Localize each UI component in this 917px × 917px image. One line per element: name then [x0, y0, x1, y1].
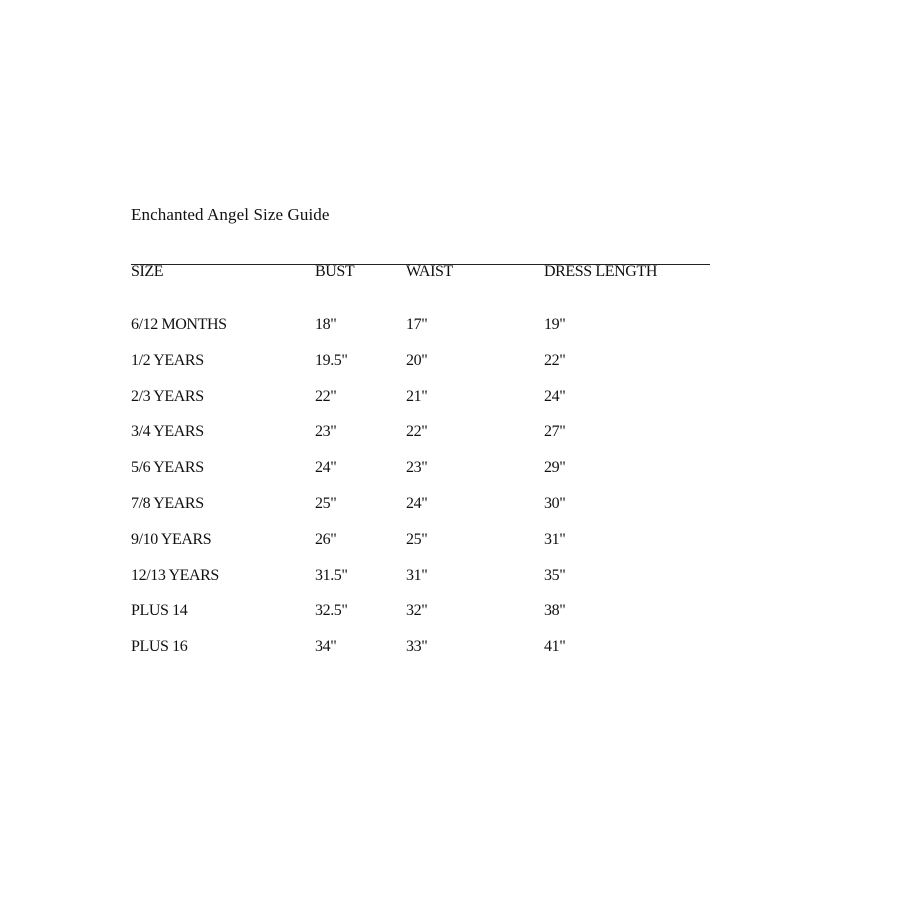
document-title: Enchanted Angel Size Guide [131, 205, 330, 224]
length-cell: 24" [544, 387, 566, 405]
waist-cell: 17" [406, 316, 428, 333]
bust-cell: 22" [315, 387, 337, 405]
bust-cell: 24" [315, 459, 337, 477]
length-cell: 41" [544, 638, 566, 656]
waist-cell: 31" [406, 566, 428, 584]
waist-cell: 32" [406, 602, 428, 620]
table-row [0, 316, 917, 352]
table-row [0, 531, 917, 567]
size-cell: 9/10 YEARS [131, 530, 212, 548]
waist-cell: 25" [406, 530, 428, 548]
waist-cell: 22" [406, 423, 428, 441]
waist-cell: 33" [406, 638, 428, 656]
length-cell: 29" [544, 459, 566, 477]
bust-cell: 26" [315, 530, 337, 548]
size-cell: 3/4 YEARS [131, 423, 204, 441]
header-waist: WAIST [406, 263, 453, 280]
length-cell: 30" [544, 494, 566, 512]
table-header-row [0, 263, 917, 287]
bust-cell: 32.5" [315, 602, 348, 620]
header-dress-length: DRESS LENGTH [544, 263, 657, 280]
table-row [0, 423, 917, 459]
bust-cell: 25" [315, 494, 337, 512]
length-cell: 19" [544, 316, 566, 333]
size-cell: 2/3 YEARS [131, 387, 204, 405]
size-cell: 7/8 YEARS [131, 494, 204, 512]
length-cell: 38" [544, 602, 566, 620]
waist-cell: 20" [406, 351, 428, 369]
table-row [0, 388, 917, 424]
length-cell: 35" [544, 566, 566, 584]
size-cell: 1/2 YEARS [131, 351, 204, 369]
table-row [0, 638, 917, 674]
header-size: SIZE [131, 263, 164, 280]
table-row [0, 459, 917, 495]
waist-cell: 24" [406, 494, 428, 512]
length-cell: 31" [544, 530, 566, 548]
length-cell: 22" [544, 351, 566, 369]
size-cell: 6/12 MONTHS [131, 316, 227, 333]
table-row [0, 567, 917, 603]
size-cell: PLUS 16 [131, 638, 188, 656]
bust-cell: 19.5" [315, 351, 348, 369]
length-cell: 27" [544, 423, 566, 441]
bust-cell: 34" [315, 638, 337, 656]
bust-cell: 23" [315, 423, 337, 441]
table-row [0, 495, 917, 531]
table-row [0, 352, 917, 388]
size-cell: 5/6 YEARS [131, 459, 204, 477]
bust-cell: 31.5" [315, 566, 348, 584]
table-row [0, 602, 917, 638]
waist-cell: 23" [406, 459, 428, 477]
waist-cell: 21" [406, 387, 428, 405]
header-bust: BUST [315, 263, 355, 280]
size-cell: PLUS 14 [131, 602, 188, 620]
bust-cell: 18" [315, 316, 337, 333]
size-table-body [0, 316, 917, 674]
size-cell: 12/13 YEARS [131, 566, 219, 584]
